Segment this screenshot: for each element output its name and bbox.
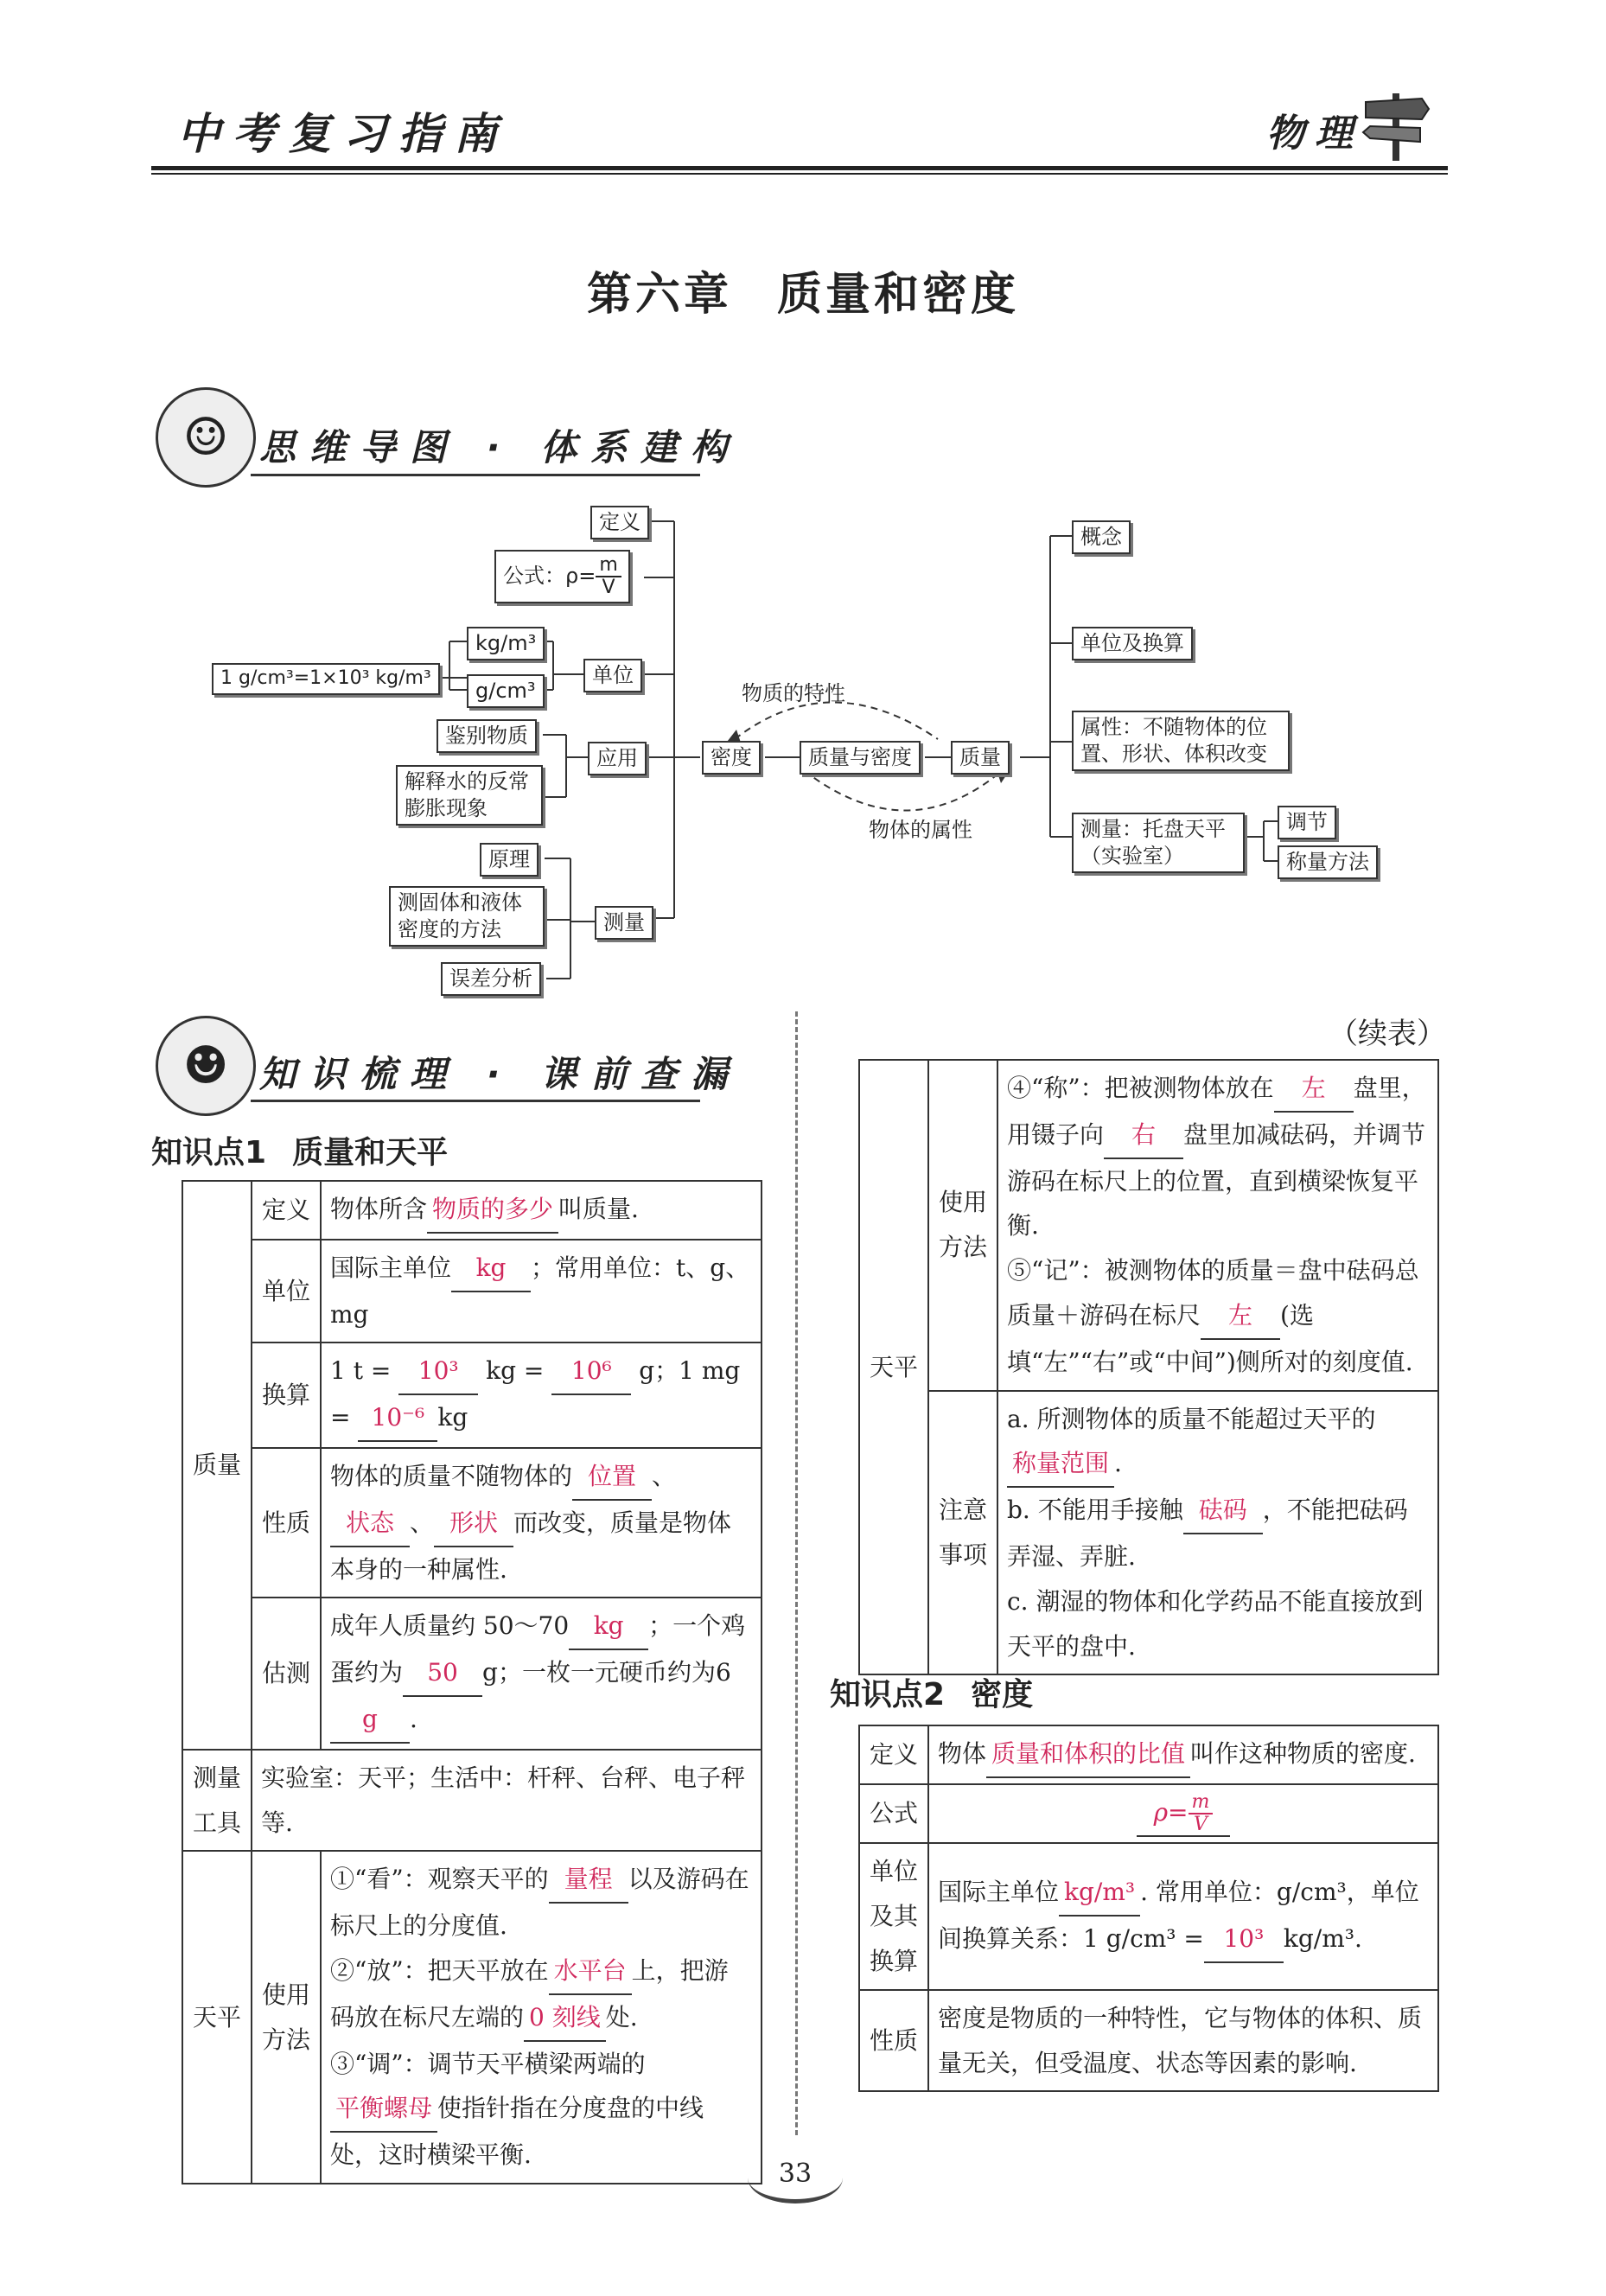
text: 、 [652,1461,677,1490]
mindmap-connectors [0,0,1606,1037]
mm-formula-num: m [596,555,621,577]
head-density-property: 性质 [859,1990,928,2092]
head-usage-cont: 使用方法 [928,1060,997,1391]
mm-weigh-method: 称量方法 [1278,845,1378,879]
mm-application: 应用 [588,742,647,775]
cell-density-def [928,1725,1438,1784]
mm-measurement: 测量 [595,906,653,940]
text: ④“称”：把被测物体放在 [1007,1074,1274,1102]
answer-blank: kg [569,1604,648,1650]
answer-blank: 左 [1274,1066,1354,1113]
cell-tools: 实验室：天平；生活中：杆秤、台秤、电子秤等. [252,1750,762,1852]
mm-label-substance-property: 物质的特性 [742,681,845,705]
knowledge-section-title: 知识梳理 · 课前查漏 [259,1053,742,1095]
text: kg/m³. [1283,1924,1362,1954]
answer-blank: 形状 [434,1501,513,1547]
continued-label: （续表） [1329,1017,1446,1051]
text: . 常用单位：g/cm³，单位间换算关系：1 g/cm³ = [938,1878,1419,1954]
answer-blank: 10³ [398,1349,478,1395]
text: 物体 [938,1739,987,1768]
kp2-name: 密度 [971,1677,1034,1712]
text: 而改变，质量是物体本身的一种属性. [330,1508,732,1584]
text: 叫作这种物质的密度. [1190,1739,1416,1768]
mm-units-conversion: 单位及换算 [1072,627,1193,660]
cell-density-formula [928,1784,1438,1844]
answer-blank: kg/m³ [1059,1870,1140,1917]
text: . [410,1704,417,1733]
text: 、 [410,1508,435,1537]
mm-principle: 原理 [480,843,539,877]
text: kg [437,1403,468,1432]
text: 处. [605,2002,638,2031]
head-density-unit: 单位及其换算 [859,1843,928,1989]
chapter-number: 第六章 [586,269,732,321]
mm-formula-prefix: 公式：ρ= [503,564,596,589]
kp2-title [830,1670,1033,1714]
column-divider [795,1011,798,2135]
formula-rho: ρ= [1153,1797,1189,1827]
row-head-balance-cont: 天平 [859,1060,928,1674]
formula-num: m [1189,1792,1214,1814]
answer-blank: 量程 [549,1857,628,1904]
answer-blank: kg [451,1246,531,1292]
answer-blank: g [330,1697,410,1744]
kp1-name: 质量和天平 [292,1135,449,1170]
text: b. 不能用手接触 [1007,1496,1183,1525]
head-conversion: 换算 [252,1343,321,1448]
answer-blank: 称量范围 [1007,1441,1114,1488]
text: 物体的质量不随物体的 [330,1461,573,1490]
row-head-mass: 质量 [182,1181,252,1750]
section-underline-2 [251,1100,700,1102]
cell-estimate [321,1598,762,1749]
step-place [330,1948,752,2042]
answer-blank: 水平台 [549,1948,632,1995]
mm-explain-water: 解释水的反常膨胀现象 [396,765,543,826]
subject-title: 物理 [1266,112,1363,156]
text: (选填“左”“右”或“中间”)侧所对的刻度值. [1007,1300,1413,1376]
kp1-title [151,1128,448,1172]
text: g；1 mg = [330,1356,741,1432]
head-usage: 使用方法 [252,1851,321,2184]
text: 叫质量. [558,1195,639,1223]
text: 1 t = [330,1356,392,1386]
table-mass-balance [182,1180,762,2184]
mindmap-section-title: 思维导图 · 体系建构 [259,426,742,469]
text: 使指针指在分度盘的中线处，这时横梁平衡. [330,2094,704,2170]
kp2-label: 知识点2 [830,1677,946,1712]
note-a [1007,1397,1429,1489]
cell-usage-steps [321,1851,762,2184]
step-adjust [330,2042,752,2178]
mascot-telescope-icon: ☻ [156,1016,256,1116]
answer-blank: 物质的多少 [427,1187,558,1234]
formula-den: V [1194,1814,1208,1836]
text: ，不能把砝码弄湿、弄脏. [1007,1496,1408,1571]
text: ①“看”：观察天平的 [330,1865,549,1894]
cell-property [321,1448,762,1598]
book-title: 中考复习指南 [177,108,509,159]
cell-usage-cont [997,1060,1438,1391]
cell-conversion [321,1343,762,1448]
head-unit: 单位 [252,1240,321,1343]
mm-formula-den: V [602,577,615,598]
mm-unit: 单位 [583,659,642,692]
chapter-name: 质量和密度 [777,269,1020,321]
text: 盘里，用镊子向 [1007,1074,1426,1149]
answer-blank: 10⁻⁶ [358,1395,437,1442]
text: a. 所测物体的质量不能超过天平的 [1007,1404,1376,1433]
formula-fraction [1189,1792,1214,1835]
cell-density-property: 密度是物质的一种特性，它与物体的体积、质量无关，但受温度、状态等因素的影响. [928,1990,1438,2092]
mm-definition: 定义 [590,506,649,539]
cell-unit [321,1240,762,1343]
row-head-balance: 天平 [182,1851,252,2184]
answer-blank: 10³ [1204,1917,1284,1963]
answer-blank: 左 [1201,1293,1280,1340]
mm-concept: 概念 [1072,520,1131,554]
cell-density-unit [928,1843,1438,1989]
answer-blank: 右 [1104,1113,1183,1159]
mm-unit-conversion: 1 g/cm³=1×10³ kg/m³ [212,663,440,695]
mm-mass-and-density: 质量与密度 [800,741,921,775]
answer-blank: 位置 [572,1454,652,1501]
mm-formula [494,550,630,603]
head-notes: 注意事项 [928,1391,997,1675]
answer-blank: 平衡螺母 [330,2086,437,2133]
head-estimate: 估测 [252,1598,321,1749]
text: kg = [486,1356,545,1386]
mm-error-analysis: 误差分析 [441,962,541,996]
text: ③“调”：调节天平横梁两端的 [330,2049,646,2078]
text: 国际主单位 [938,1878,1060,1907]
text: . [1114,1449,1122,1478]
text: 以及游码在标尺上的分度值. [330,1865,749,1941]
answer-blank: 0 刻线 [524,1995,606,2042]
answer-blank: 砝码 [1183,1488,1263,1534]
text: 物体所含 [330,1195,428,1223]
mm-identify-substance: 鉴别物质 [437,719,537,753]
text: 成年人质量约 50～70 [330,1611,570,1641]
text: 上，把游码放在标尺左端的 [330,1955,729,2031]
mm-adjust: 调节 [1278,806,1336,839]
step-weigh [1007,1066,1429,1248]
text: 国际主单位 [330,1253,452,1282]
text: ⑤“记”：被测物体的质量＝盘中砝码总质量＋游码在标尺 [1007,1256,1419,1330]
cell-definition [321,1181,762,1240]
text: 盘里加减砝码，并调节游码在标尺上的位置，直到横梁恢复平衡. [1007,1119,1426,1240]
mm-formula-fraction [596,555,621,598]
step-look [330,1857,752,1948]
mascot-reader-icon: ☺ [156,387,256,488]
mm-mass: 质量 [951,741,1010,775]
mm-density: 密度 [702,741,761,775]
head-tools: 测量工具 [182,1750,252,1852]
head-density-def: 定义 [859,1725,928,1784]
head-density-formula: 公式 [859,1784,928,1844]
answer-blank: 质量和体积的比值 [986,1732,1190,1778]
page-number: 33 [748,2152,843,2204]
head-property: 性质 [252,1448,321,1598]
note-b [1007,1488,1429,1579]
text: g；一枚一元硬币约为6 [482,1658,731,1687]
table-balance-continued [858,1059,1439,1675]
answer-blank: 10⁶ [551,1349,631,1395]
mm-measure-method: 测固体和液体密度的方法 [389,886,545,947]
mm-unit-gcm3: g/cm³ [467,674,545,708]
answer-blank: 状态 [330,1501,410,1547]
cell-notes [997,1391,1438,1675]
text: ；常用单位：t、g、mg [330,1253,750,1329]
mm-label-object-attribute: 物体的属性 [869,818,972,842]
step-record [1007,1248,1429,1384]
head-definition: 定义 [252,1181,321,1240]
text: ；一个鸡蛋约为 [330,1611,746,1687]
mm-unit-kgm3: kg/m³ [467,627,545,660]
note-c: c. 潮湿的物体和化学药品不能直接放到天平的盘中. [1007,1586,1424,1661]
mm-measure-balance: 测量：托盘天平（实验室） [1072,813,1245,873]
table-density [858,1725,1439,2092]
mm-attribute: 属性：不随物体的位置、形状、体积改变 [1072,711,1290,771]
text: ②“放”：把天平放在 [330,1955,549,1985]
answer-blank: 50 [403,1650,482,1697]
density-formula [1137,1790,1231,1838]
kp1-label: 知识点1 [151,1135,267,1170]
